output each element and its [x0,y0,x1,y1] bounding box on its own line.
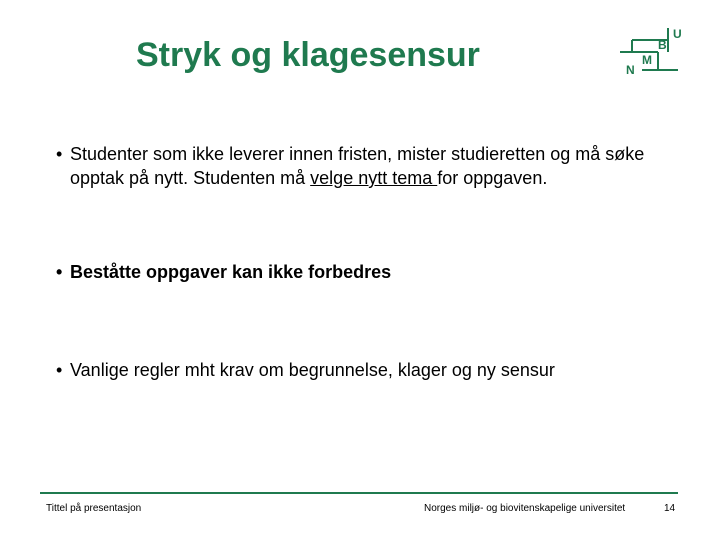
bullet-item [56,358,676,382]
bullet-marker: • [56,262,63,282]
nmbu-logo-icon [618,22,690,82]
bullet-text-part: for oppgaven. [437,168,548,188]
logo-letter-m: M [642,53,652,67]
bullet-underlined-text: velge nytt tema [310,168,438,188]
bullet-text: Beståtte oppgaver kan ikke forbedres [70,262,392,282]
bullet-marker: • [56,360,63,380]
footer-divider [40,492,678,494]
logo-letter-u: U [673,27,682,41]
footer-page-number: 14 [664,503,676,514]
logo-letter-b: B [658,38,667,52]
footer-presentation-title: Tittel på presentasjon [46,503,142,514]
bullet-item [56,260,676,284]
bullet-text-part: Studenter som ikke leverer innen fristen, mister studieretten og må søke opptak på nytt. Studenten må [70,144,645,188]
bullet-text: Vanlige regler mht krav om begrunnelse, klager og ny sensur [70,360,555,380]
bullet-text [70,142,676,190]
footer-university-name: Norges miljø- og biovitenskapelige universitet [424,503,626,514]
bullet-marker: • [56,144,63,164]
slide-title: Stryk og klagesensur [136,36,480,74]
logo-letter-n: N [626,63,635,77]
bullet-item [56,142,676,190]
